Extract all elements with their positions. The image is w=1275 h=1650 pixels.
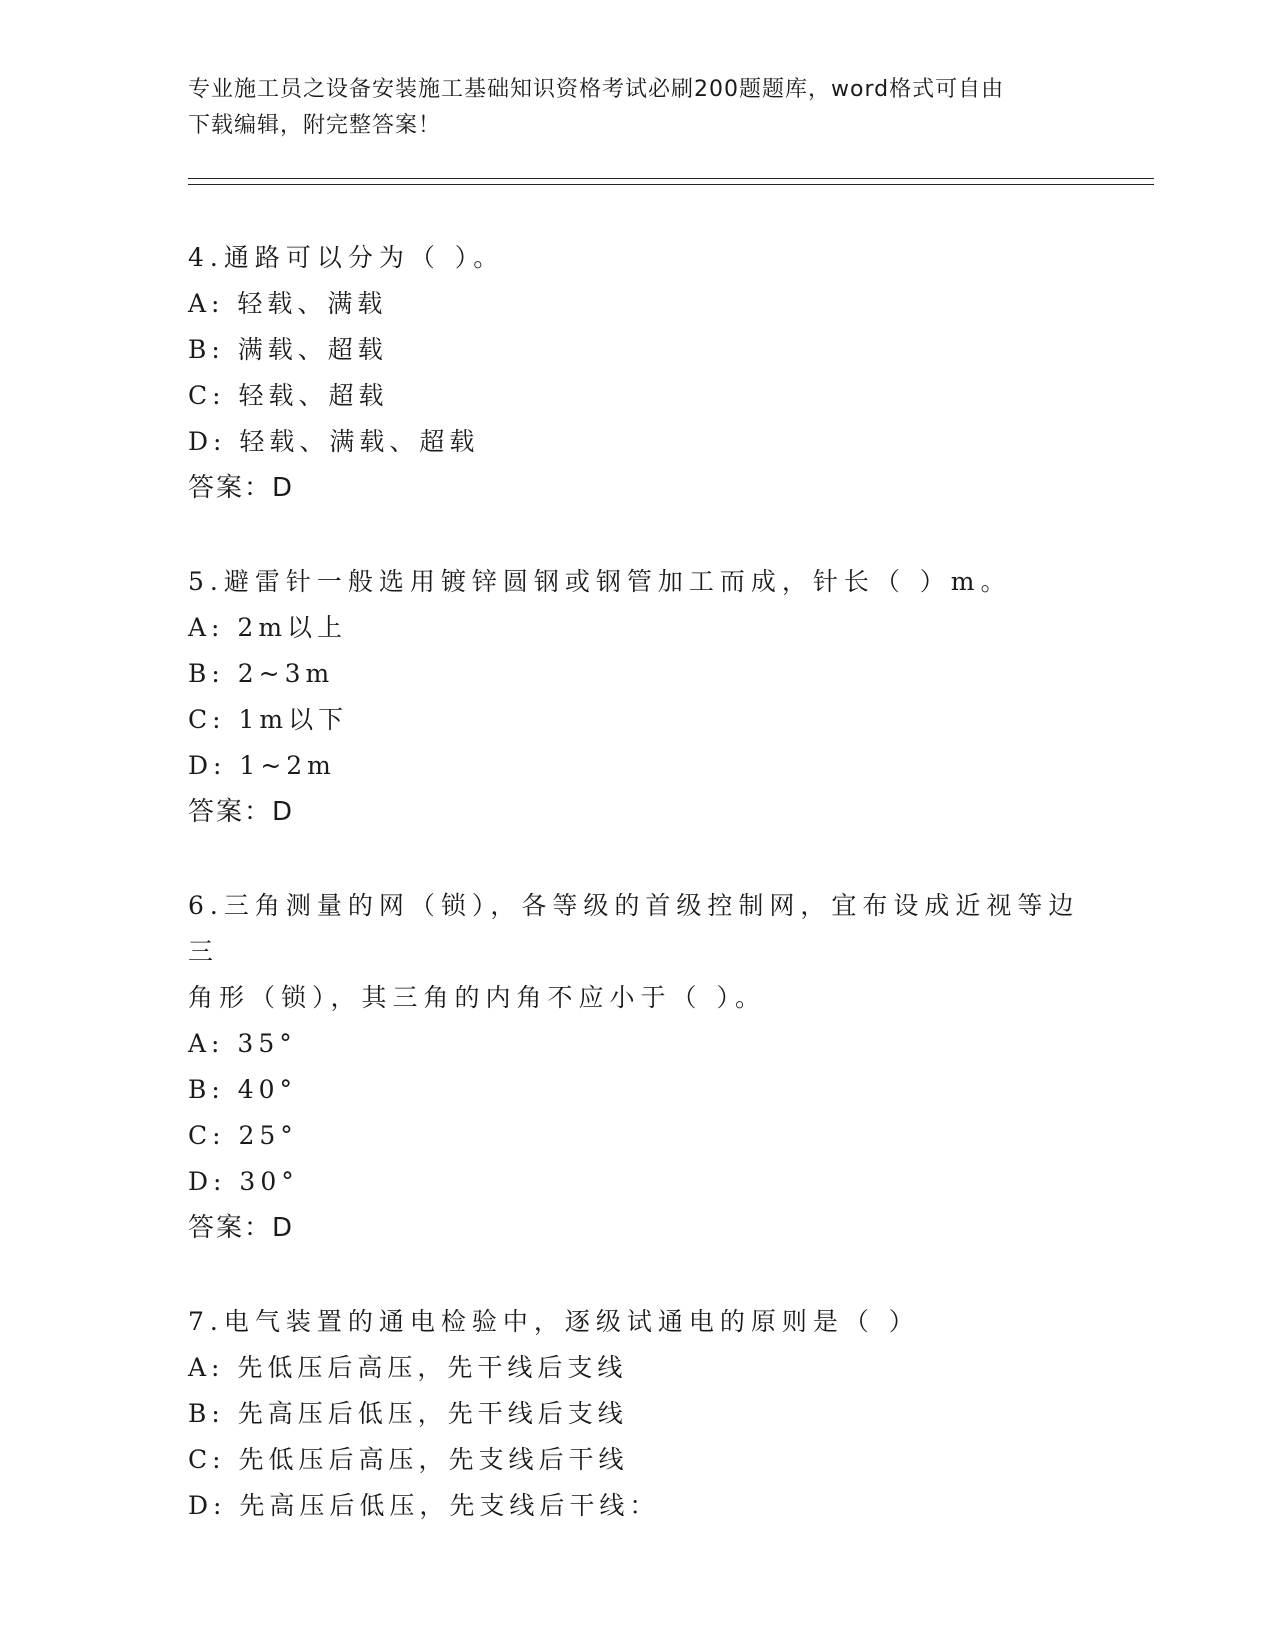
answer-line: 答案：D bbox=[188, 473, 295, 503]
option-b: B: 40° bbox=[188, 1075, 298, 1104]
option-a: A: 先低压后高压，先干线后支线 bbox=[188, 1353, 628, 1382]
option-b: B: 先高压后低压，先干线后支线 bbox=[188, 1399, 628, 1428]
question-4 bbox=[188, 235, 1088, 511]
question-stem: 4.通路可以分为（ ）。 bbox=[188, 243, 505, 272]
option-d: D: 先高压后低压，先支线后干线： bbox=[188, 1491, 660, 1520]
option-c: C: 25° bbox=[188, 1121, 298, 1150]
option-c: C: 1m以下 bbox=[188, 705, 349, 734]
option-d: D: 30° bbox=[188, 1167, 299, 1196]
question-stem-line-2: 角形（锁），其三角的内角不应小于（ ）。 bbox=[188, 983, 766, 1012]
question-5 bbox=[188, 559, 1088, 835]
option-a: A: 35° bbox=[188, 1029, 297, 1058]
question-stem: 7.电气装置的通电检验中，逐级试通电的原则是（ ） bbox=[188, 1307, 920, 1336]
header-line-2: 下载编辑，附完整答案！ bbox=[188, 113, 442, 138]
question-list bbox=[188, 235, 1088, 1577]
answer-line: 答案：D bbox=[188, 1213, 295, 1243]
question-stem-line-1: 6.三角测量的网（锁），各等级的首级控制网，宜布设成近视等边三 bbox=[188, 891, 1080, 966]
option-b: B: 满载、超载 bbox=[188, 335, 388, 364]
header-line-1: 专业施工员之设备安装施工基础知识资格考试必刷200题题库，word格式可自由 bbox=[188, 77, 1005, 102]
question-stem: 5.避雷针一般选用镀锌圆钢或钢管加工而成，针长（ ）m。 bbox=[188, 567, 1012, 596]
question-7 bbox=[188, 1299, 1088, 1529]
option-b: B: 2~3m bbox=[188, 659, 335, 688]
option-d: D: 1~2m bbox=[188, 751, 336, 780]
header-divider-top bbox=[188, 178, 1154, 179]
document-header bbox=[188, 72, 1088, 144]
option-a: A: 2m以上 bbox=[188, 613, 348, 642]
option-a: A: 轻载、满载 bbox=[188, 289, 388, 318]
option-c: C: 先低压后高压，先支线后干线 bbox=[188, 1445, 629, 1474]
header-divider-bottom bbox=[188, 184, 1154, 185]
question-6 bbox=[188, 883, 1088, 1251]
option-c: C: 轻载、超载 bbox=[188, 381, 389, 410]
option-d: D: 轻载、满载、超载 bbox=[188, 427, 480, 456]
answer-line: 答案：D bbox=[188, 797, 295, 827]
